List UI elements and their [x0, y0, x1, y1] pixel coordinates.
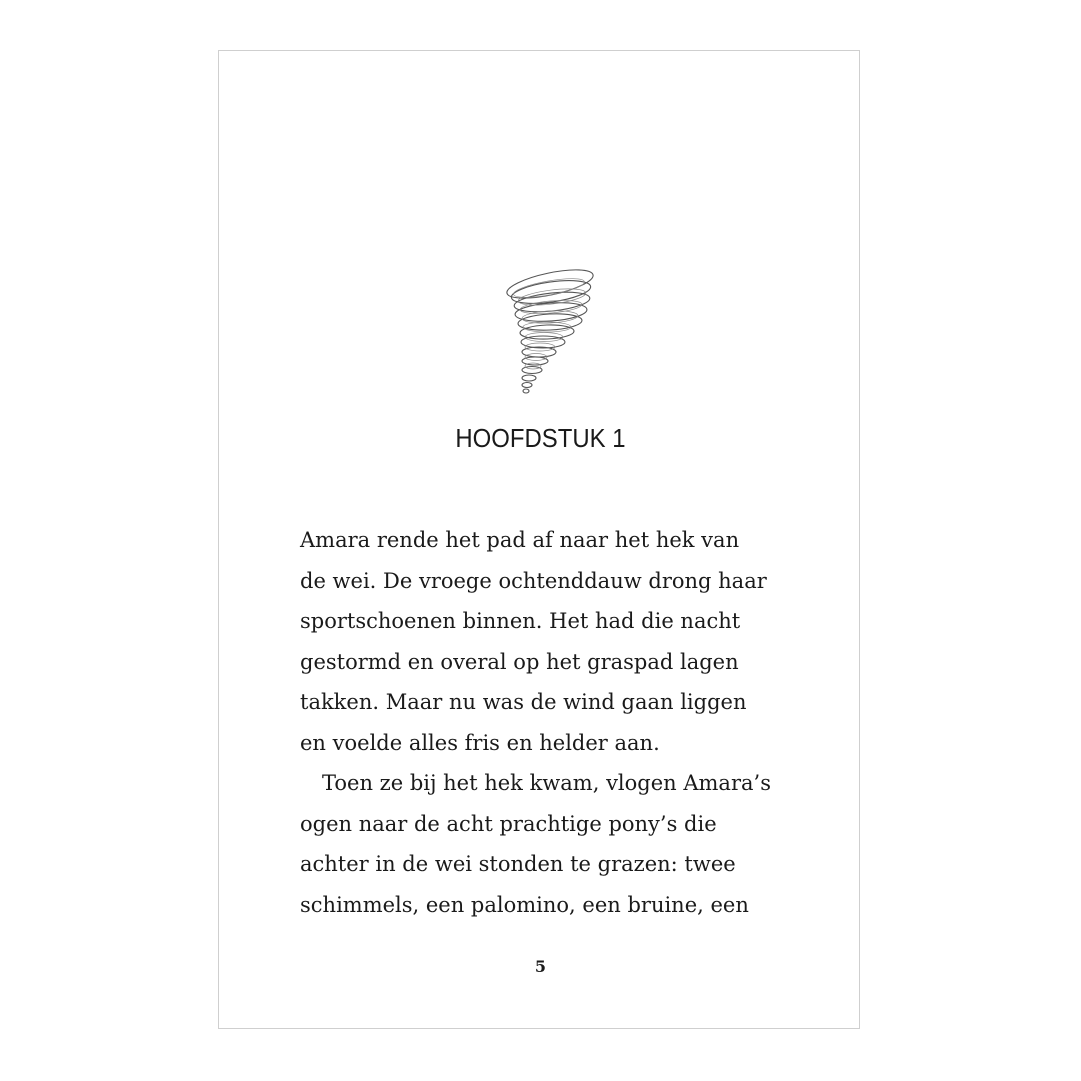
text-line: de wei. De vroege ochtenddauw drong haar: [300, 568, 767, 593]
text-line: achter in de wei stonden te grazen: twee: [300, 852, 736, 876]
text-line: ogen naar de acht prachtige pony’s die: [300, 811, 717, 836]
text-line: Amara rende het pad af naar het hek van: [300, 528, 740, 552]
text-line: takken. Maar nu was de wind gaan liggen: [300, 690, 747, 714]
page-number: 5: [534, 957, 547, 976]
chapter-title: HOOFDSTUK 1: [455, 423, 626, 453]
tornado-icon: [495, 262, 605, 402]
text-line: Toen ze bij het hek kwam, vlogen Amara’s: [322, 771, 771, 795]
chapter-body-text: [300, 520, 800, 925]
text-line: en voelde alles fris en helder aan.: [300, 730, 660, 755]
text-line: gestormd en overal op het graspad lagen: [300, 649, 739, 674]
text-line: schimmels, een palomino, een bruine, een: [300, 892, 749, 917]
text-line: sportschoenen binnen. Het had die nacht: [300, 609, 741, 633]
